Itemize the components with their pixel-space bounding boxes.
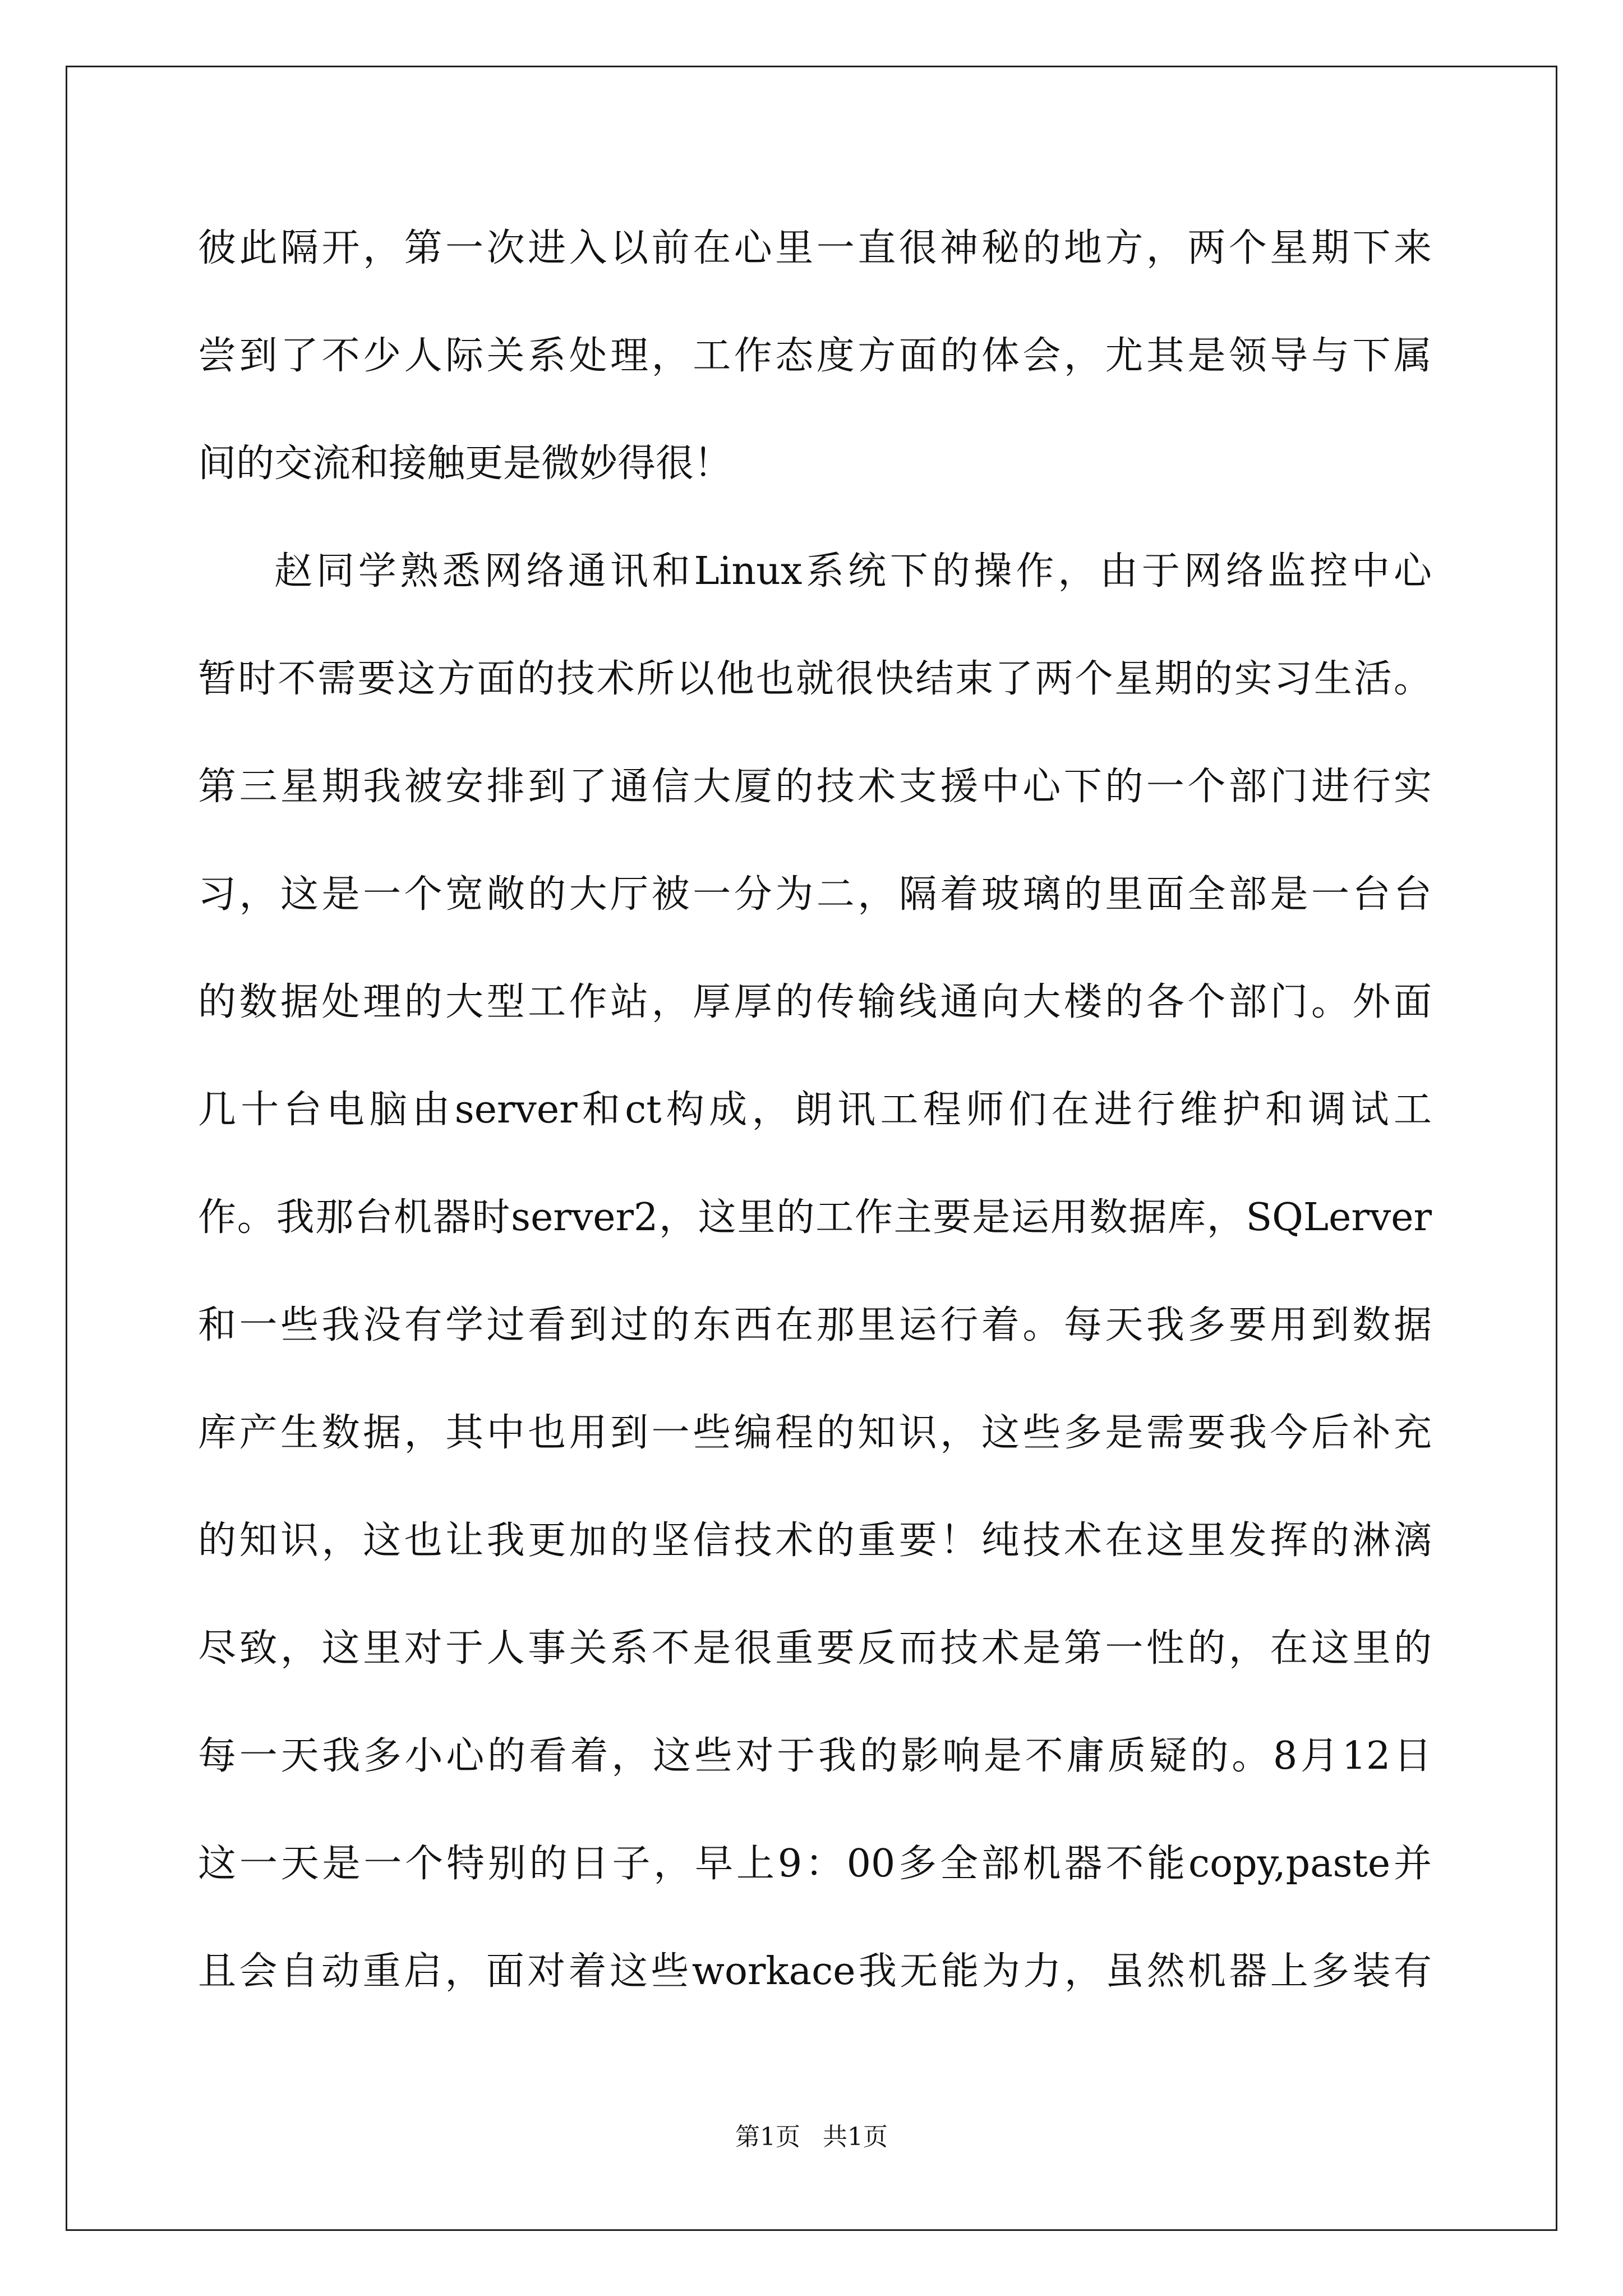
text-line: 的数据处理的大型工作站，厚厚的传输线通向大楼的各个部门。外面: [198, 980, 1432, 1024]
document-body: [198, 215, 1432, 2046]
text-line: 尽致，这里对于人事关系不是很重要反而技术是第一性的，在这里的: [198, 1626, 1432, 1671]
text-line: 第三星期我被安排到了通信大厦的技术支援中心下的一个部门进行实: [198, 765, 1432, 809]
text-line: 彼此隔开，第一次进入以前在心里一直很神秘的地方，两个星期下来: [198, 226, 1432, 270]
text-line: 的知识，这也让我更加的坚信技术的重要！纯技术在这里发挥的淋漓: [198, 1519, 1432, 1563]
text-line: 库产生数据，其中也用到一些编程的知识，这些多是需要我今后补充: [198, 1411, 1432, 1455]
text-line: 每一天我多小心的看着，这些对于我的影响是不庸质疑的。8月12日: [198, 1734, 1432, 1778]
text-line: 和一些我没有学过看到过的东西在那里运行着。每天我多要用到数据: [198, 1303, 1432, 1347]
text-line: 间的交流和接触更是微妙得很！: [198, 441, 732, 486]
text-line: 且会自动重启，面对着这些workace我无能为力，虽然机器上多装有: [198, 1949, 1432, 1994]
text-line: 几十台电脑由server和ct构成，朗讯工程师们在进行维护和调试工: [198, 1088, 1432, 1132]
text-line: 作。我那台机器时server2，这里的工作主要是运用数据库，SQLerver: [198, 1195, 1432, 1240]
text-line: 暂时不需要这方面的技术所以他也就很快结束了两个星期的实习生活。: [198, 657, 1432, 701]
text-line: 尝到了不少人际关系处理，工作态度方面的体会，尤其是领导与下属: [198, 334, 1432, 378]
paragraph-first-line: 赵同学熟悉网络通讯和Linux系统下的操作，由于网络监控中心: [274, 549, 1432, 593]
text-line: 这一天是一个特别的日子，早上9：00多全部机器不能copy,paste并: [198, 1842, 1432, 1886]
page-number: 第1页: [735, 2123, 800, 2151]
page-total: 共1页: [823, 2123, 888, 2151]
text-line: 习，这是一个宽敞的大厅被一分为二，隔着玻璃的里面全部是一台台: [198, 872, 1432, 917]
page-footer: [0, 2120, 1623, 2154]
